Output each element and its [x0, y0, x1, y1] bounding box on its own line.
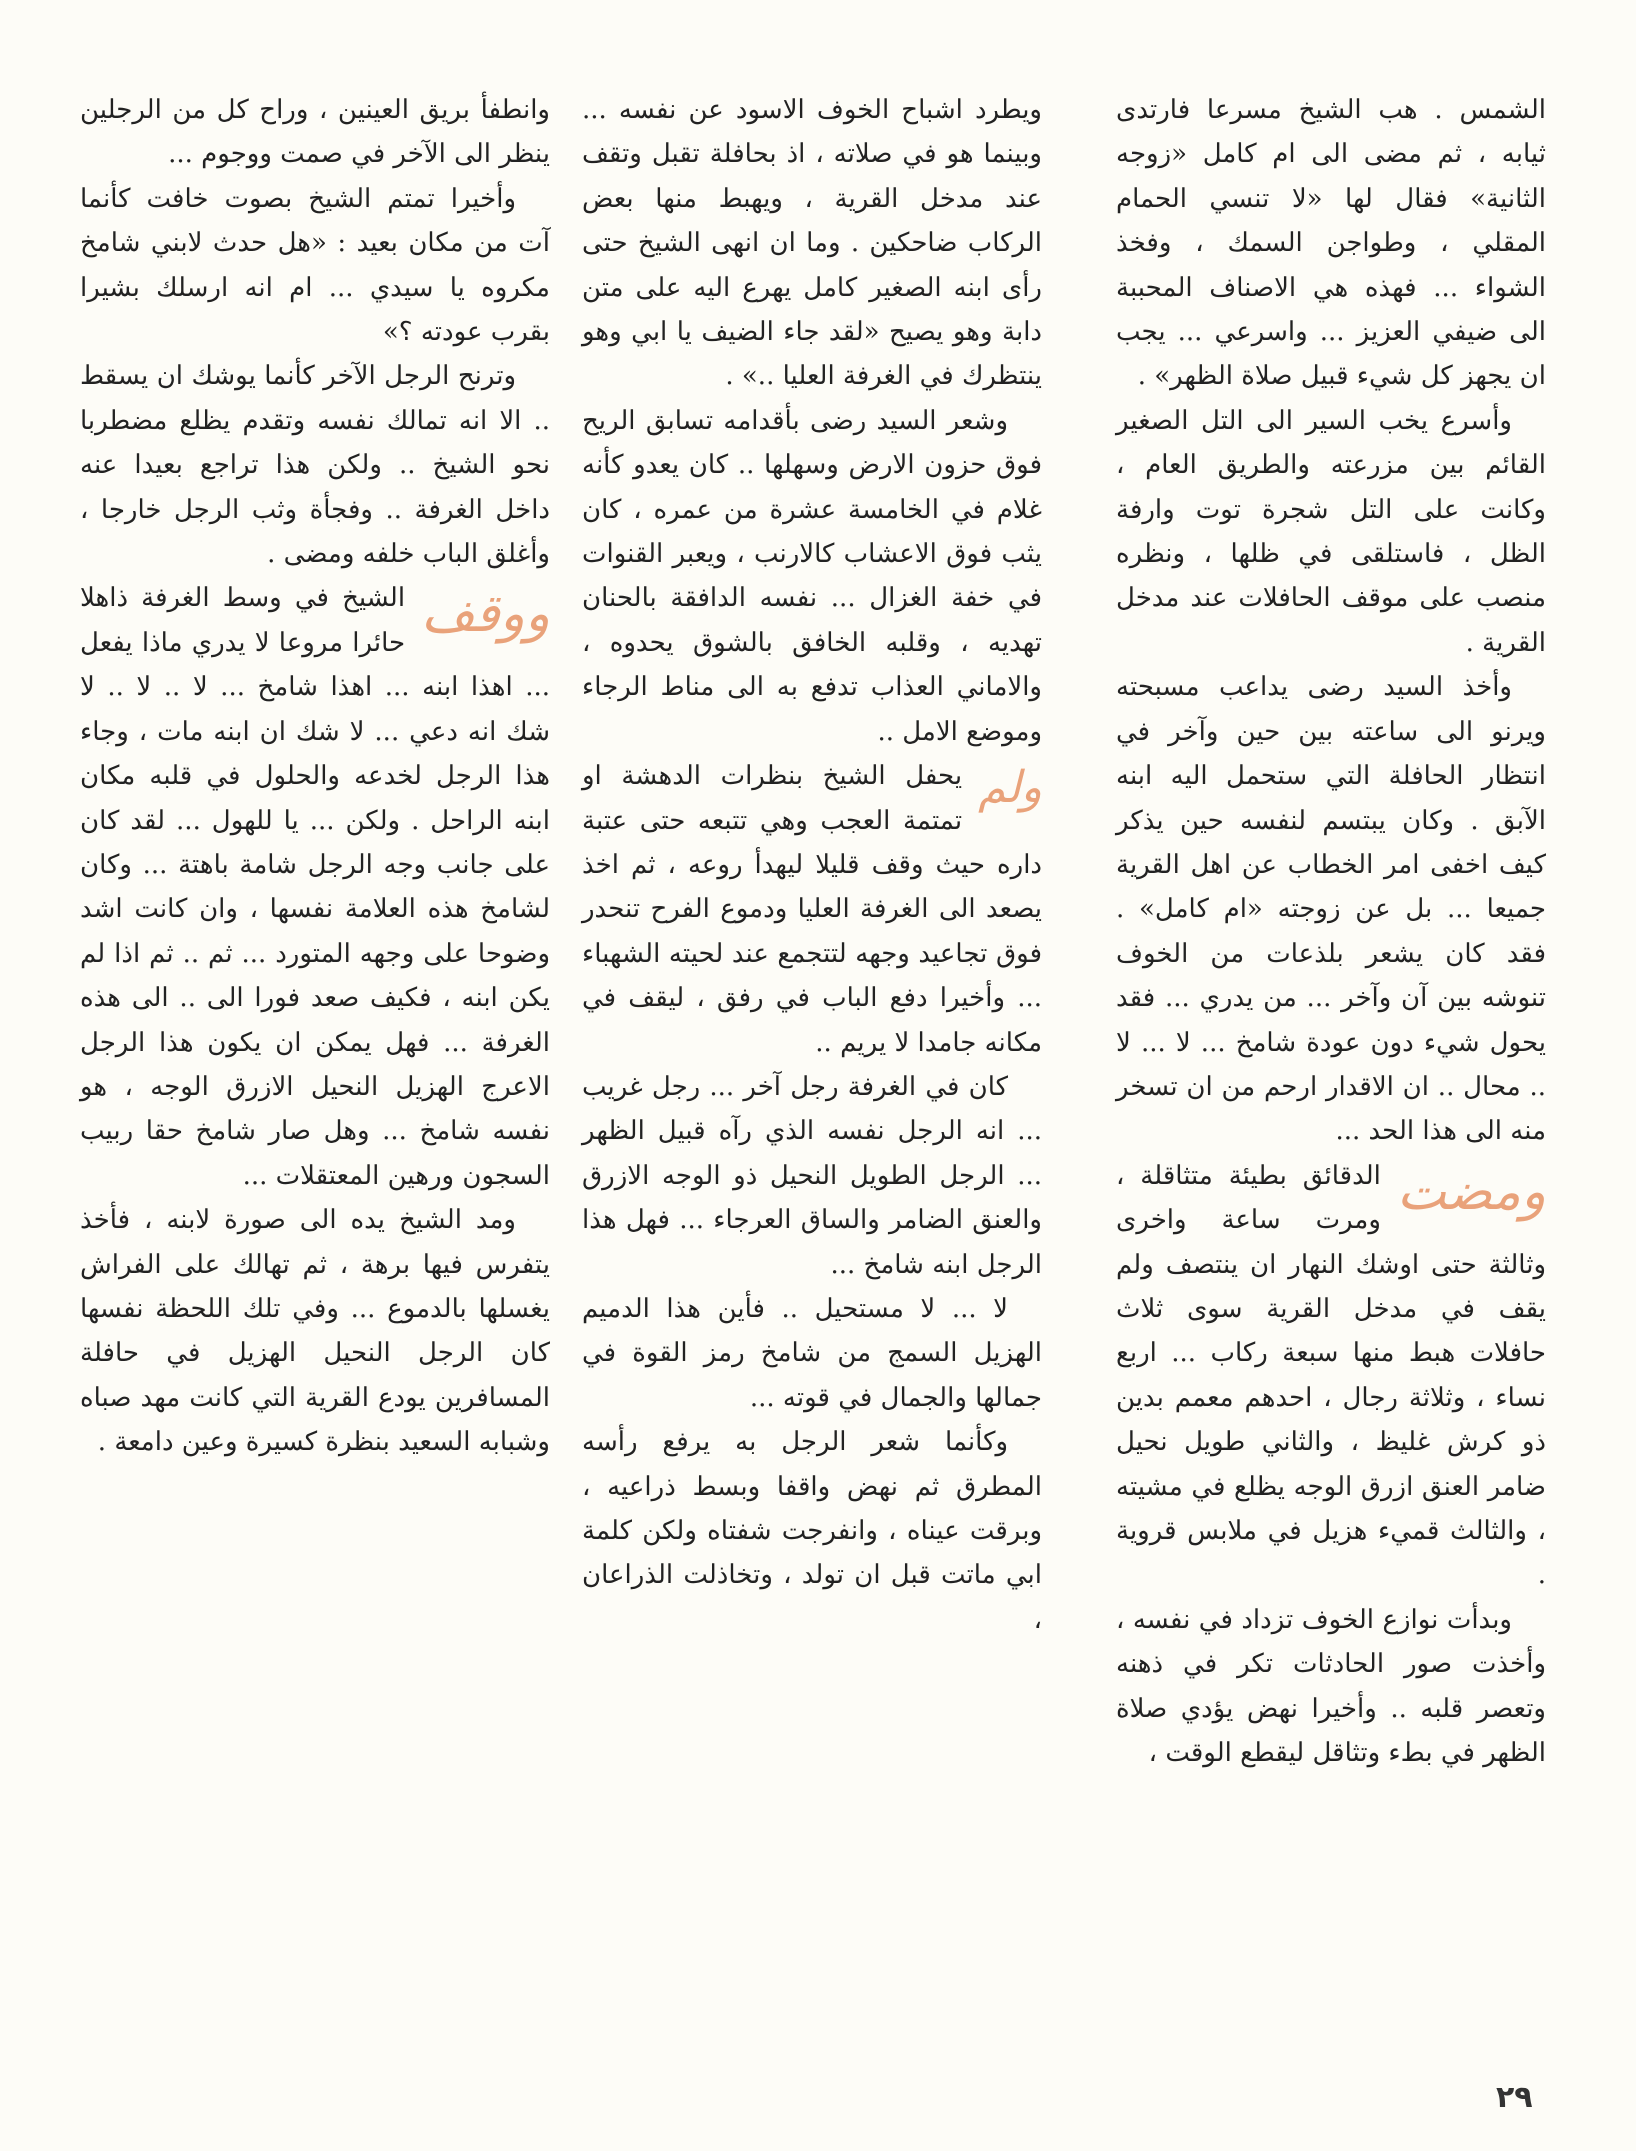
- paragraph: كان في الغرفة رجل آخر ... رجل غريب ... انه الرجل نفسه الذي رآه قبيل الظهر ... الرجل الطويل النحيل ذو الوجه الازرق والعنق الضامر والساق العرجاء ... فهل هذا الرجل ابنه شامخ ...: [582, 1071, 1042, 1280]
- paragraph: ويطرد اشباح الخوف الاسود عن نفسه ... وبينما هو في صلاته ، اذ بحافلة تقبل وتقف عند مدخل القرية ، ويهبط منها بعض الركاب ضاحكين . وما ان انهى الشيخ حتى رأى ابنه الصغير كامل يهرع اليه على متن دابة وهو يصيح «لقد جاء الضيف يا ابي وهو ينتظرك في الغرفة العليا ..» .: [582, 95, 1042, 392]
- paragraph-text: الدقائق بطيئة متثاقلة ، ومرت ساعة واخرى وثالثة حتى اوشك النهار ان ينتصف ولم يقف في مدخل القرية سوى ثلاث حافلات هبط منها سبعة ركاب ... اربع نساء ، وثلاثة رجال ، احدهم معمم بدين ذو كرش غليظ ، والثاني طويل نحيل ضامر العنق ازرق الوجه يظلع في مشيته ، والثالث قميء هزيل في ملابس قروية .: [1116, 1160, 1546, 1591]
- paragraph: ومد الشيخ يده الى صورة لابنه ، فأخذ يتفرس فيها برهة ، ثم تهالك على الفراش يغسلها بالدموع ... وفي تلك اللحظة نفسها كان الرجل النحيل الهزيل في حافلة المسافرين يودع القرية التي كانت مهد صباه وشبابه السعيد بنظرة كسيرة وعين دامعة .: [80, 1205, 550, 1458]
- paragraph: وأخذ السيد رضى يداعب مسبحته ويرنو الى ساعته بين حين وآخر في انتظار الحافلة التي ستحمل اليه ابنه الآبق . وكان يبتسم لنفسه حين يذكر كيف اخفى امر الخطاب عن اهل القرية جميعا ... بل عن زوجته «ام كامل» . فقد كان يشعر بلذعات من الخوف تنوشه بين آن وآخر ... من يدري ... فقد يحول شيء دون عودة شامخ ... لا ... لا .. محال .. ان الاقدار ارحم من ان تسخر منه الى هذا الحد ...: [1116, 672, 1546, 1147]
- drop-word: ومضت: [1396, 1161, 1546, 1222]
- paragraph: وأسرع يخب السير الى التل الصغير القائم بين مزرعته والطريق العام ، وكانت على التل شجرة توت وارفة الظل ، فاستلقى في ظلها ، ونظره منصب على موقف الحافلات عند مدخل القرية .: [1116, 405, 1546, 658]
- paragraph: وكأنما شعر الرجل به يرفع رأسه المطرق ثم نهض واقفا وبسط ذراعيه ، وبرقت عيناه ، وانفرجت شفتاه ولكن كلمة ابي ماتت قبل ان تولد ، وتخاذلت الذراعان ،: [582, 1427, 1042, 1635]
- paragraph: لا ... لا مستحيل .. فأين هذا الدميم الهزيل السمج من شامخ رمز القوة في جمالها والجمال في قوته ...: [582, 1293, 1042, 1413]
- paragraph: وانطفأ بريق العينين ، وراح كل من الرجلين ينظر الى الآخر في صمت ووجوم ...: [80, 95, 550, 170]
- paragraph: وأخيرا تمتم الشيخ بصوت خافت كأنما آت من مكان بعيد : «هل حدث لابني شامخ مكروه يا سيدي ... ام انه ارسلك بشيرا بقرب عودته ؟»: [80, 183, 550, 348]
- drop-paragraph: [1116, 1154, 1546, 1598]
- text-column-2: [582, 88, 1042, 1642]
- drop-paragraph: [80, 576, 550, 1198]
- paragraph: وبدأت نوازع الخوف تزداد في نفسه ، وأخذت صور الحادثات تكر في ذهنه وتعصر قلبه .. وأخيرا نهض يؤدي صلاة الظهر في بطء وتثاقل ليقطع الوقت ،: [1116, 1604, 1546, 1769]
- paragraph-text: يحفل الشيخ بنظرات الدهشة او تمتمة العجب وهي تتبعه حتى عتبة داره حيث وقف قليلا ليهدأ روعه ، ثم اخذ يصعد الى الغرفة العليا ودموع الفرح تنحدر فوق تجاعيد وجهه لتتجمع عند لحيته الشهباء ... وأخيرا دفع الباب في رفق ، ليقف في مكانه جامدا لا يريم ..: [582, 761, 1042, 1058]
- drop-word: ووقف: [421, 584, 550, 645]
- page-number: ٢٩: [1496, 2080, 1533, 2115]
- paragraph-text: الشيخ في وسط الغرفة ذاهلا حائرا مروعا لا يدري ماذا يفعل ... اهذا ابنه ... اهذا شامخ ... لا .. لا .. لا شك انه دعي ... لا شك ان ابنه مات ، وجاء هذا الرجل لخدعه والحلول في قلبه مكان ابنه الراحل . ولكن ... يا للهول ... لقد كان على جانب وجه الرجل شامة باهتة ... وكان لشامخ هذه العلامة نفسها ، وان كانت اشد وضوحا على وجهه المتورد ... ثم .. ثم اذا لم يكن ابنه ، فكيف صعد فورا الى .. الى هذه الغرفة ... فهل يمكن ان يكون هذا الرجل الاعرج الهزيل النحيل الازرق الوجه ، هو نفسه شامخ ... وهل صار شامخ حقا ربيب السجون ورهين المعتقلات ...: [80, 583, 551, 1191]
- paragraph: وترنح الرجل الآخر كأنما يوشك ان يسقط .. الا انه تمالك نفسه وتقدم يظلع مضطربا نحو الشيخ .. ولكن هذا تراجع بعيدا عنه داخل الغرفة .. وفجأة وثب الرجل خارجا ، وأغلق الباب خلفه ومضى .: [80, 361, 550, 570]
- paragraph: الشمس . هب الشيخ مسرعا فارتدى ثيابه ، ثم مضى الى ام كامل «زوجه الثانية» فقال لها «لا تنسي الحمام المقلي ، وطواجن السمك ، وفخذ الشواء ... فهذه هي الاصناف المحببة الى ضيفي العزيز ... واسرعي ... يجب ان يجهز كل شيء قبيل صلاة الظهر» .: [1116, 95, 1546, 392]
- text-column-3: [80, 88, 550, 1465]
- drop-word: ولم: [978, 762, 1042, 814]
- paragraph: وشعر السيد رضى بأقدامه تسابق الريح فوق حزون الارض وسهلها .. كان يعدو كأنه غلام في الخامسة عشرة من عمره ، كان يثب فوق الاعشاب كالارنب ، ويعبر القنوات في خفة الغزال ... نفسه الدافقة بالحنان تهديه ، وقلبه الخافق بالشوق يحدوه ، والاماني العذاب تدفع به الى مناط الرجاء وموضع الامل ..: [582, 405, 1042, 747]
- drop-paragraph: [582, 754, 1042, 1065]
- text-column-1: [1116, 88, 1546, 1775]
